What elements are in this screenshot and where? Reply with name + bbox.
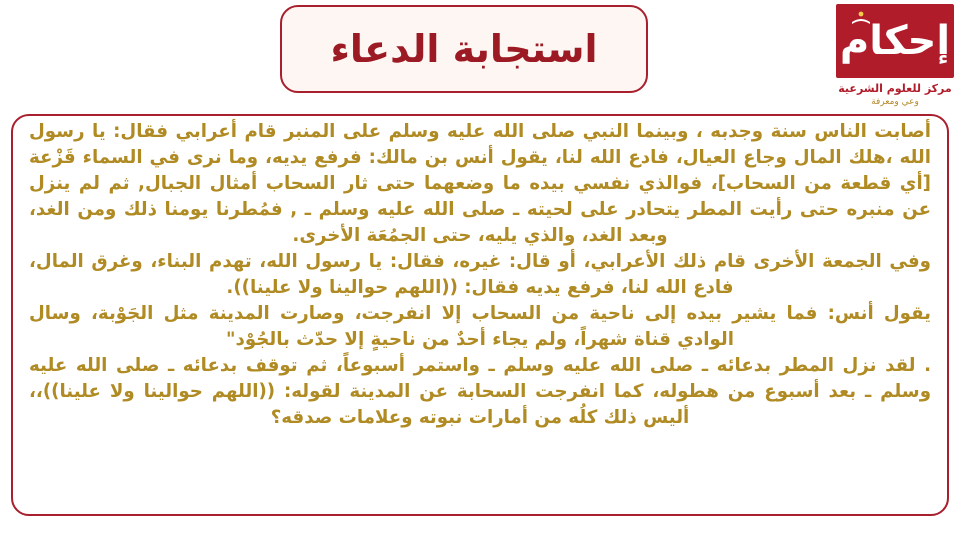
body-text [29, 119, 931, 431]
paragraph-1: أصابت الناس سنة وجدبه ، وبينما النبي صلى الله عليه وسلم على المنبر قام أعرابي فقال: يا رسول الله ،هلك المال وجاع العيال، فادع الله لنا، يقول أنس بن مالك: فرفع يديه، وما نرى في السماء قَزْعة [أي قطعة من السحاب]، فوالذي نفسي بيده ما وضعهما حتى ثار السحاب أمثال الجبال, ثم لم ينزل عن منبره حتى رأيت المطر يتحادر على لحيته ـ صلى الله عليه وسلم ـ , فمُطرنا يومنا ذلك ومن الغد، وبعد الغد، والذي يليه، حتى الجمُعَة الأخرى. [29, 121, 931, 246]
logo-wordmark: إحكام [839, 18, 951, 64]
content-frame [11, 114, 949, 516]
logo-tagline: مركز للعلوم الشرعية [838, 82, 952, 95]
page-title: استجابة الدعاء [330, 27, 598, 71]
logo-block [836, 4, 954, 78]
title-banner [280, 5, 648, 93]
logo-subtagline: وعي ومعرفة [871, 97, 919, 107]
book-lamp-icon [850, 10, 872, 26]
paragraph-3: يقول أنس: فما يشير بيده إلى ناحية من السحاب إلا انفرجت، وصارت المدينة مثل الجَوْبة، وسال الوادي قناة شهراً، ولم يجاء أحدٌ من ناحيةٍ إلا حدّث بالجُوْد" [29, 303, 931, 350]
paragraph-2: وفي الجمعة الأخرى قام ذلك الأعرابي، أو قال: غيره، فقال: يا رسول الله، تهدم البناء، وغرق المال، فادع الله لنا، فرفع يديه فقال: ((اللهم حوالينا ولا علينا)). [29, 251, 931, 298]
paragraph-4: . لقد نزل المطر بدعائه ـ صلى الله عليه وسلم ـ واستمر أسبوعاً، ثم توقف بدعائه ـ صلى الله عليه وسلم ـ بعد أسبوع من هطوله، كما انفرجت السحابة عن المدينة لقوله: ((اللهم حوالينا ولا علينا))،، أليس ذلك كلُه من أمارات نبوته وعلامات صدقه؟ [29, 355, 931, 428]
logo [836, 4, 954, 108]
